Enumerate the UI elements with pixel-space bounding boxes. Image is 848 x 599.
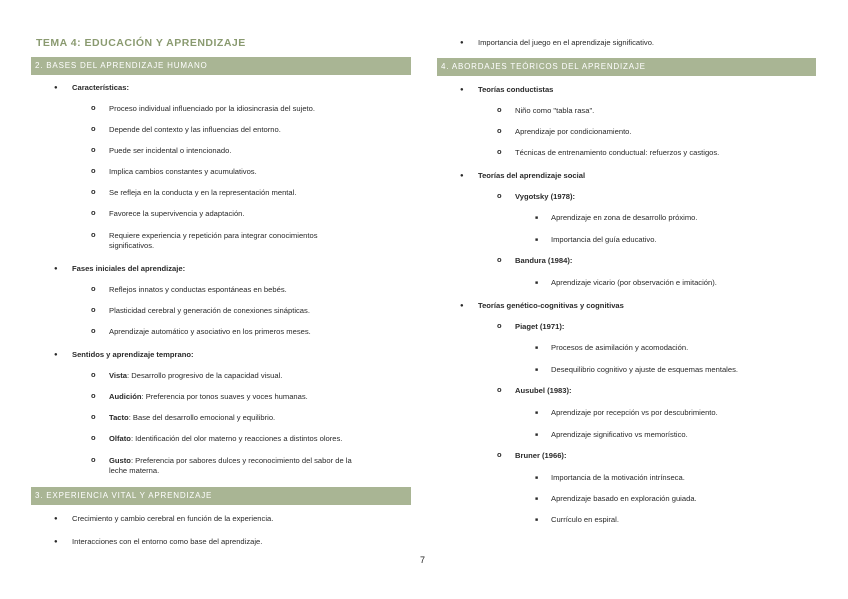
conductista-item: o Aprendizaje por condicionamiento. bbox=[515, 127, 632, 137]
experiencia-item: ● Crecimiento y cambio cerebral en función de la experiencia. bbox=[72, 514, 273, 524]
sentido-text: : Desarrollo progresivo de la capacidad visual. bbox=[127, 371, 283, 380]
sentido-item bbox=[109, 413, 275, 423]
vygotsky-heading: o Vygotsky (1978): bbox=[515, 192, 575, 202]
sentido-item bbox=[109, 392, 308, 402]
caracteristica-item: o Se refleja en la conducta y en la representación mental. bbox=[109, 188, 296, 198]
genetico-heading: ● Teorías genético-cognitivas y cognitivas bbox=[478, 301, 624, 311]
sentido-label: Tacto bbox=[109, 413, 129, 422]
sentidos-heading: ● Sentidos y aprendizaje temprano: bbox=[72, 350, 194, 360]
fase-item: o Reflejos innatos y conductas espontáneas en bebés. bbox=[109, 285, 287, 295]
piaget-item: ■ Procesos de asimilación y acomodación. bbox=[551, 343, 688, 353]
caracteristica-item: o Implica cambios constantes y acumulativos. bbox=[109, 167, 257, 177]
conductista-item: o Técnicas de entrenamiento conductual: refuerzos y castigos. bbox=[515, 148, 719, 158]
piaget-label: Piaget (1971) bbox=[515, 322, 562, 331]
fase-item: o Plasticidad cerebral y generación de conexiones sinápticas. bbox=[109, 306, 310, 316]
sentido-text: : Base del desarrollo emocional y equilibrio. bbox=[128, 413, 276, 422]
ausubel-item: ■ Aprendizaje por recepción vs por descubrimiento. bbox=[551, 408, 718, 418]
bruner-item: ■ Aprendizaje basado en exploración guiada. bbox=[551, 494, 697, 504]
piaget-item: ■ Desequilibrio cognitivo y ajuste de esquemas mentales. bbox=[551, 365, 738, 375]
bandura-item: ■ Aprendizaje vicario (por observación e imitación). bbox=[551, 278, 717, 288]
fase-item: o Aprendizaje automático y asociativo en los primeros meses. bbox=[109, 327, 311, 337]
sentido-label: Audición bbox=[109, 392, 142, 401]
section-3-header: 3. EXPERIENCIA VITAL Y APRENDIZAJE bbox=[31, 487, 411, 505]
bruner-label: Bruner (1966) bbox=[515, 451, 564, 460]
piaget-heading: o Piaget (1971): bbox=[515, 322, 564, 332]
bandura-label: Bandura (1984) bbox=[515, 256, 570, 265]
sentido-item-continuation: leche materna. bbox=[109, 466, 160, 475]
ausubel-heading: o Ausubel (1983): bbox=[515, 386, 572, 396]
section-2-header: 2. BASES DEL APRENDIZAJE HUMANO bbox=[31, 57, 411, 75]
sentido-item bbox=[109, 456, 352, 466]
section-4-header: 4. ABORDAJES TEÓRICOS DEL APRENDIZAJE bbox=[437, 58, 816, 76]
social-heading: ● Teorías del aprendizaje social bbox=[478, 171, 585, 181]
sentido-item bbox=[109, 434, 342, 444]
caracteristicas-heading: ● Características: bbox=[72, 83, 129, 93]
conductistas-heading: ● Teorías conductistas bbox=[478, 85, 553, 95]
conductista-item: o Niño como "tabla rasa". bbox=[515, 106, 594, 116]
bruner-heading: o Bruner (1966): bbox=[515, 451, 567, 461]
caracteristica-item: o Favorece la supervivencia y adaptación. bbox=[109, 209, 245, 219]
fases-heading: ● Fases iniciales del aprendizaje: bbox=[72, 264, 185, 274]
ausubel-label: Ausubel (1983) bbox=[515, 386, 570, 395]
sentido-text: : Preferencia por tonos suaves y voces humanas. bbox=[141, 392, 308, 401]
document-title: TEMA 4: EDUCACIÓN Y APRENDIZAJE bbox=[36, 37, 246, 49]
sentido-label: Vista bbox=[109, 371, 128, 380]
page-number: 7 bbox=[420, 555, 426, 565]
juego-item: ● Importancia del juego en el aprendizaje significativo. bbox=[478, 38, 654, 48]
sentido-text: : Preferencia por sabores dulces y reconocimiento del sabor de la bbox=[130, 456, 352, 465]
sentido-label: Olfato bbox=[109, 434, 131, 443]
vygotsky-item: ■ Importancia del guía educativo. bbox=[551, 235, 657, 245]
vygotsky-label: Vygotsky (1978) bbox=[515, 192, 573, 201]
sentido-label: Gusto bbox=[109, 456, 131, 465]
vygotsky-item: ■ Aprendizaje en zona de desarrollo próximo. bbox=[551, 213, 697, 223]
caracteristica-item: o Depende del contexto y las influencias del entorno. bbox=[109, 125, 281, 135]
bandura-heading: o Bandura (1984): bbox=[515, 256, 572, 266]
sentido-item bbox=[109, 371, 282, 381]
sentido-text: : Identificación del olor materno y reacciones a distintos olores. bbox=[130, 434, 343, 443]
caracteristica-item: o Requiere experiencia y repetición para integrar conocimientos bbox=[109, 231, 318, 241]
caracteristica-item-continuation: significativos. bbox=[109, 241, 155, 250]
bruner-item: ■ Importancia de la motivación intrínseca. bbox=[551, 473, 685, 483]
caracteristica-item: o Puede ser incidental o intencionado. bbox=[109, 146, 231, 156]
caracteristica-item: o Proceso individual influenciado por la idiosincrasia del sujeto. bbox=[109, 104, 315, 114]
experiencia-item: ● Interacciones con el entorno como base del aprendizaje. bbox=[72, 537, 262, 547]
bruner-item: ■ Currículo en espiral. bbox=[551, 515, 619, 525]
ausubel-item: ■ Aprendizaje significativo vs memorístico. bbox=[551, 430, 688, 440]
